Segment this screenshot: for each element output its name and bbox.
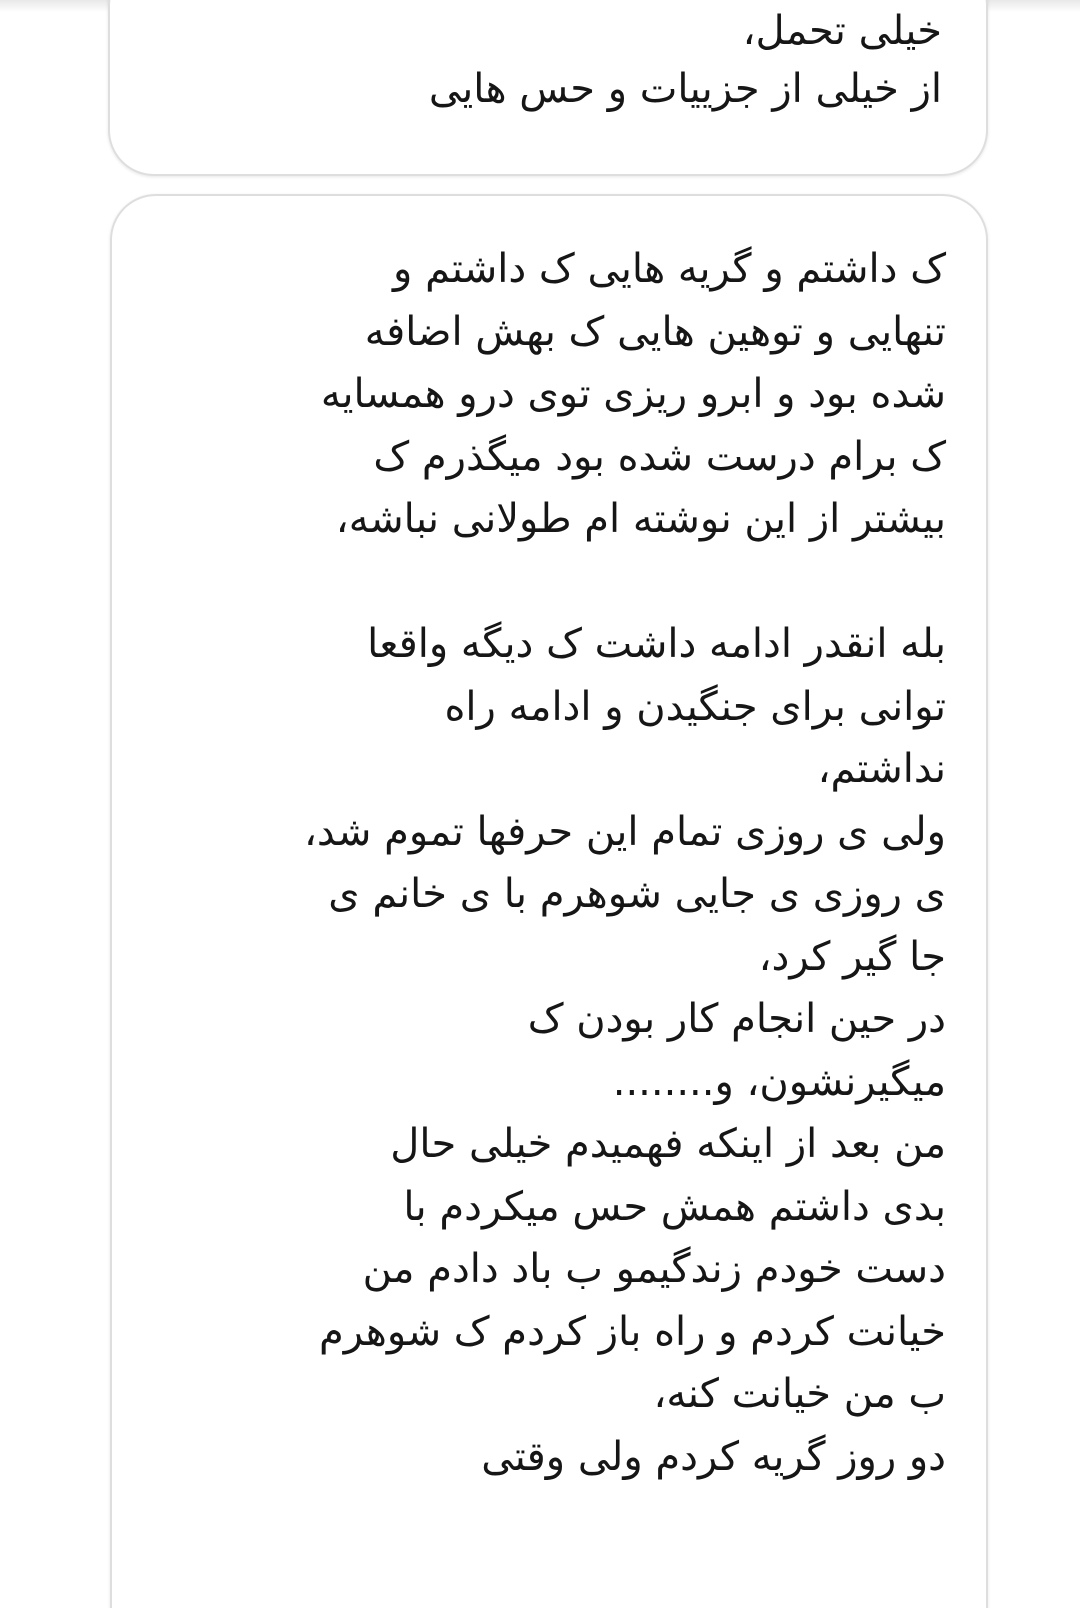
message-text: خیلی تحمل، از خیلی از جزییات و حس هایی xyxy=(428,8,942,112)
message-text: ک داشتم و گریه هایی ک داشتم و تنهایی و توهین هایی ک بهش اضافه شده بود و ابرو ریزی توی درو همسایه ک برام درست شده بود میگذرم ک بیشتر از این نوشته ام طولانی نباشه، بله انقدر ادامه داشت ک دیگه واقعا توانی برای جنگیدن و ادامه راه نداشتم، ولی ی روزی تمام این حرفها تموم شد، ی روزی ی جایی شوهرم با ی خانم ی جا گیر کرد، در حین انجام کار بودن ک میگیرنشون، و........ من بعد از اینکه فهمیدم خیلی حال بدی داشتم همش حس میکردم با دست خودم زندگیمو ب باد دادم من خیانت کردم و راه باز کردم ک شوهرم ب من خیانت کنه، دو روز گریه کردم ولی وقتی xyxy=(304,246,946,1480)
